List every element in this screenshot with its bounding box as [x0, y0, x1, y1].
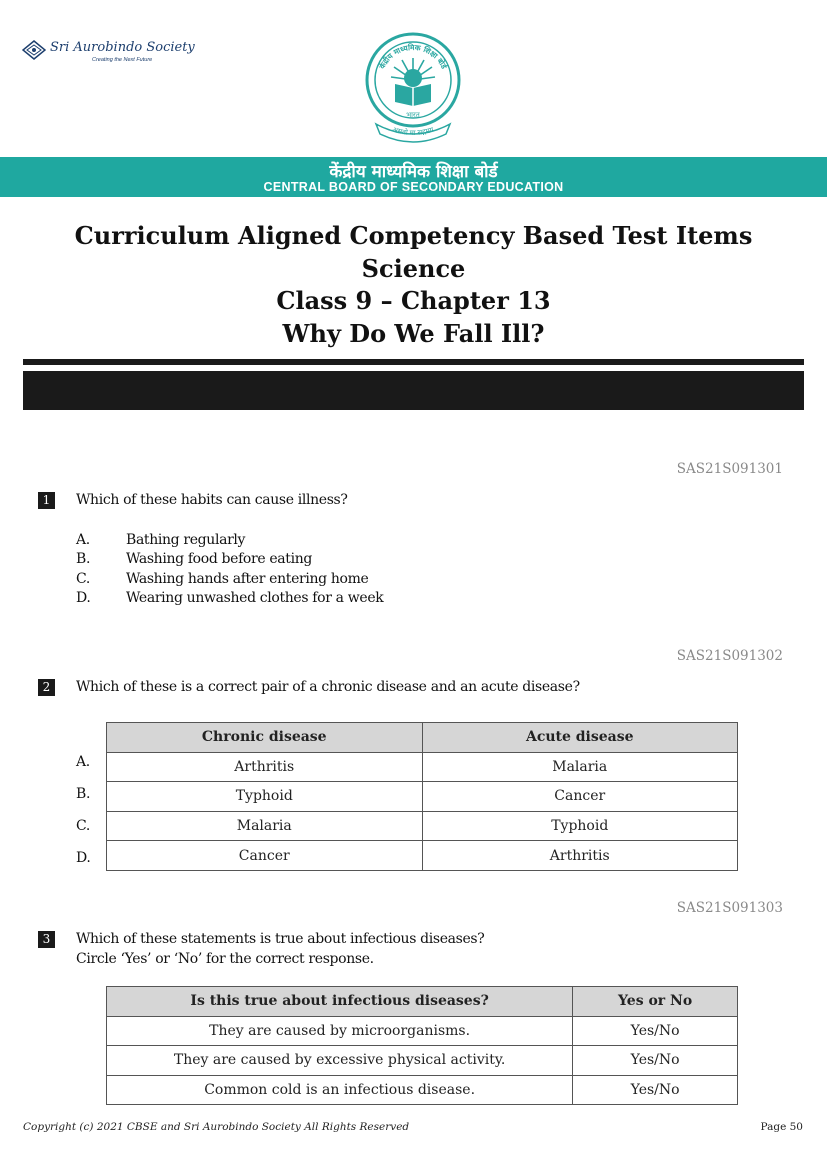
infectious-disease-table	[106, 986, 738, 1105]
title-chapter-name: Why Do We Fall Ill?	[282, 318, 545, 348]
title-subject: Science	[361, 253, 466, 283]
page-number: Page 50	[760, 1121, 803, 1133]
table-row	[107, 1075, 738, 1105]
question-text: Which of these statements is true about infectious diseases?	[76, 931, 485, 947]
column-header-chronic: Chronic disease	[107, 723, 423, 753]
acute-cell: Arthritis	[422, 841, 738, 871]
option-letter: B.	[76, 786, 91, 802]
society-name: Sri Aurobindo Society	[50, 40, 195, 55]
question-number: 3	[38, 931, 55, 948]
column-header-yes-no: Yes or No	[573, 987, 738, 1017]
divider-thick	[23, 371, 804, 410]
question-number: 1	[38, 492, 55, 509]
column-header-statement: Is this true about infectious diseases?	[107, 987, 573, 1017]
option-letter: A.	[76, 532, 90, 548]
column-header-acute: Acute disease	[422, 723, 738, 753]
option-letter: D.	[76, 590, 91, 606]
yes-no-cell[interactable]: Yes/No	[573, 1046, 738, 1076]
option-letter: B.	[76, 551, 91, 567]
copyright-notice: Copyright (c) 2021 CBSE and Sri Aurobindo Society All Rights Reserved	[23, 1121, 410, 1133]
question-text: Which of these is a correct pair of a chronic disease and an acute disease?	[76, 679, 580, 695]
document-title	[0, 220, 827, 350]
board-name-english: CENTRAL BOARD OF SECONDARY EDUCATION	[263, 180, 564, 194]
yes-no-cell[interactable]: Yes/No	[573, 1075, 738, 1105]
question-code: SAS21S091303	[676, 900, 783, 916]
disease-pair-table	[106, 722, 738, 871]
table-row[interactable]	[107, 841, 738, 871]
acute-cell: Cancer	[422, 782, 738, 812]
option-letter: A.	[76, 754, 90, 770]
board-name-band	[0, 157, 827, 197]
yes-no-cell[interactable]: Yes/No	[573, 1016, 738, 1046]
question-instruction: Circle ‘Yes’ or ‘No’ for the correct response.	[76, 951, 374, 967]
cbse-seal-icon	[364, 32, 462, 144]
table-header-row	[107, 723, 738, 753]
svg-text:भारत: भारत	[406, 111, 420, 119]
option-text[interactable]: Bathing regularly	[126, 532, 246, 548]
chronic-cell: Cancer	[107, 841, 423, 871]
option-letter: C.	[76, 818, 90, 834]
title-line-1: Curriculum Aligned Competency Based Test Items	[74, 221, 753, 250]
table-row[interactable]	[107, 811, 738, 841]
option-letter: D.	[76, 850, 91, 866]
table-row	[107, 1016, 738, 1046]
divider-thin	[23, 359, 804, 365]
statement-cell: They are caused by microorganisms.	[107, 1016, 573, 1046]
statement-cell: They are caused by excessive physical activity.	[107, 1046, 573, 1076]
sri-aurobindo-society-logo	[22, 38, 195, 68]
option-text[interactable]: Wearing unwashed clothes for a week	[126, 590, 384, 606]
board-name-hindi: केंद्रीय माध्यमिक शिक्षा बोर्ड	[329, 162, 498, 182]
option-text[interactable]: Washing hands after entering home	[126, 571, 369, 587]
society-emblem-icon	[22, 40, 46, 60]
society-tagline: Creating the Next Future	[92, 57, 153, 63]
chronic-cell: Malaria	[107, 811, 423, 841]
question-number: 2	[38, 679, 55, 696]
table-row[interactable]	[107, 782, 738, 812]
question-text: Which of these habits can cause illness?	[76, 492, 348, 508]
svg-text:असतो मा सद्गमय: असतो मा सद्गमय	[391, 125, 435, 138]
table-row[interactable]	[107, 752, 738, 782]
title-class-chapter: Class 9 – Chapter 13	[276, 286, 551, 315]
question-code: SAS21S091301	[676, 461, 783, 477]
chronic-cell: Typhoid	[107, 782, 423, 812]
option-letter: C.	[76, 571, 90, 587]
statement-cell: Common cold is an infectious disease.	[107, 1075, 573, 1105]
question-code: SAS21S091302	[676, 648, 783, 664]
svg-text:केंद्रीय माध्यमिक शिक्षा बोर्ड: केंद्रीय माध्यमिक शिक्षा बोर्ड	[377, 42, 449, 71]
table-header-row	[107, 987, 738, 1017]
acute-cell: Typhoid	[422, 811, 738, 841]
option-text[interactable]: Washing food before eating	[126, 551, 312, 567]
acute-cell: Malaria	[422, 752, 738, 782]
chronic-cell: Arthritis	[107, 752, 423, 782]
table-row	[107, 1046, 738, 1076]
